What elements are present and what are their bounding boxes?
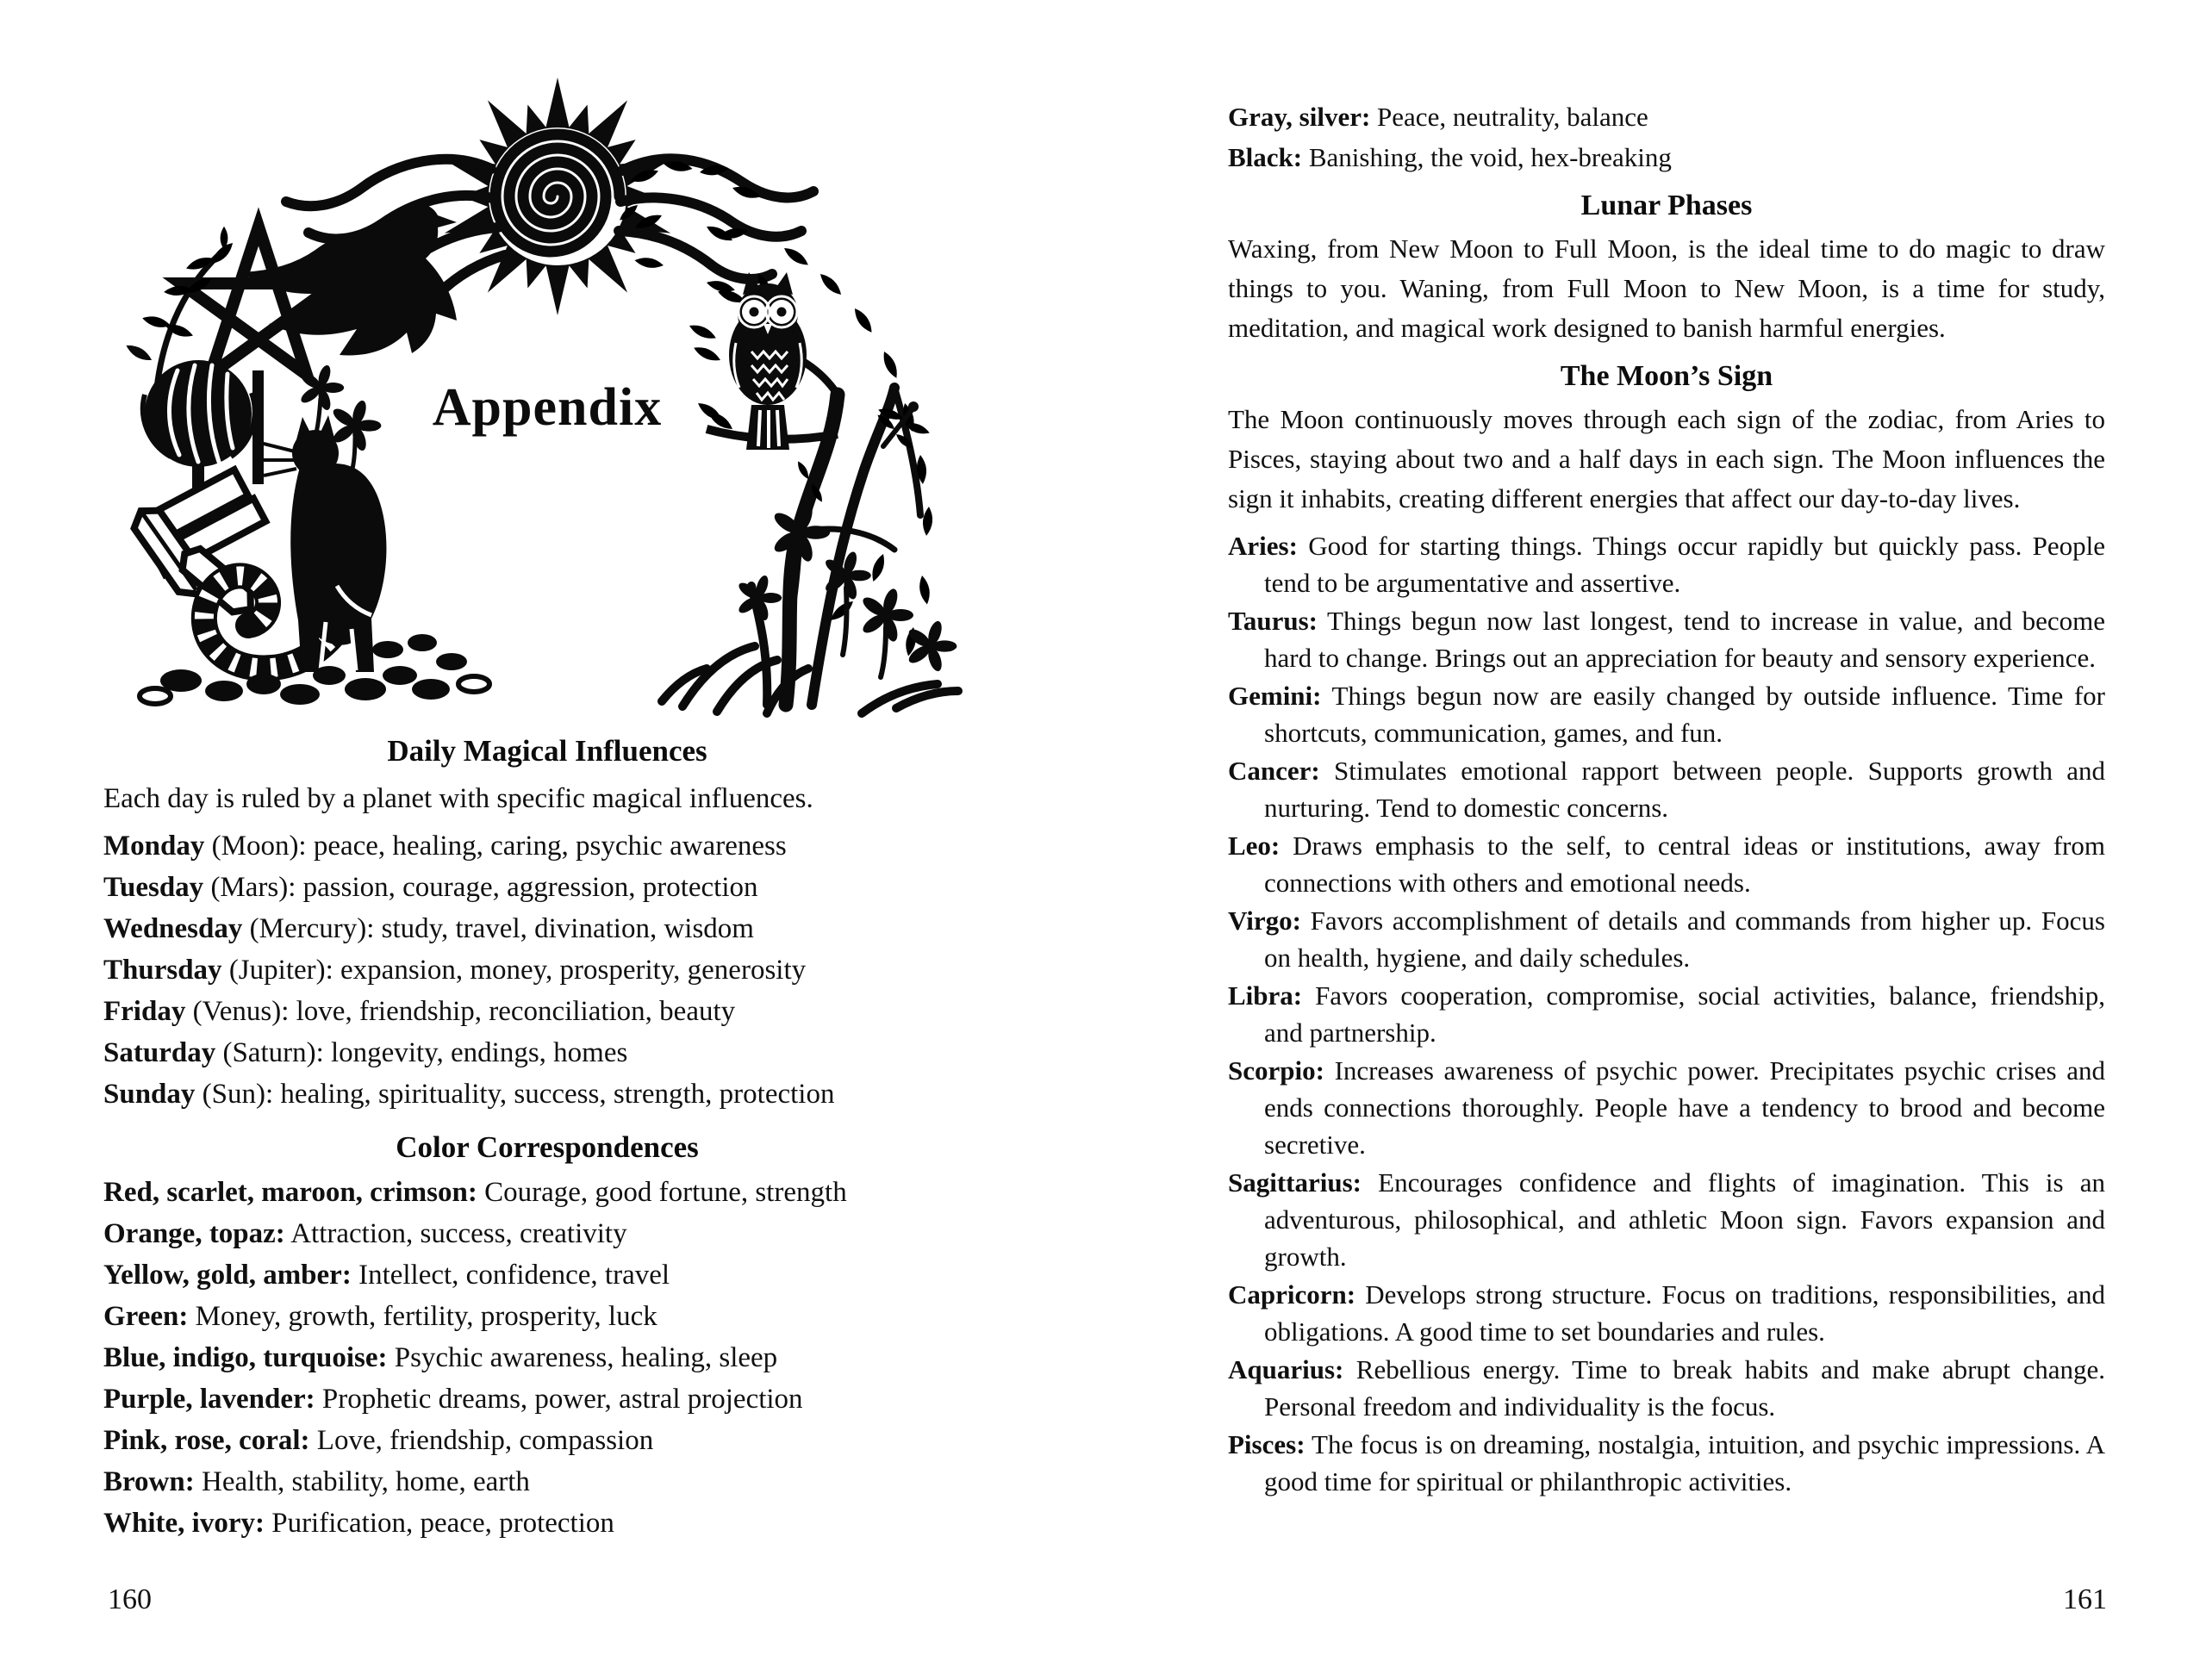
color-label: Yellow, gold, amber:: [103, 1260, 352, 1291]
day-name: Thursday: [103, 955, 222, 986]
zodiac-text: Develops strong structure. Focus on traditions, responsibilities, and obligations. A good time to set boundaries and rules.: [1264, 1279, 2105, 1347]
page-number-left: 160: [108, 1584, 152, 1615]
moons-sign-intro: The Moon continuously moves through each sign of the zodiac, from Aries to Pisces, staying about two and a half days in each sign. The Moon influences the sign it inhabits, creating different energies that affect our day-to-day lives.: [1228, 404, 2105, 513]
color-entry: [103, 1296, 991, 1337]
color-entry: [103, 1378, 991, 1420]
zodiac-sign: Taurus:: [1228, 606, 1318, 636]
day-entry-list: [103, 825, 991, 1115]
color-meaning: Peace, neutrality, balance: [1370, 102, 1648, 132]
color-meaning: Money, growth, fertility, prosperity, luck: [188, 1301, 657, 1332]
zodiac-entry-list: [1228, 527, 2105, 1500]
zodiac-entry: [1228, 1351, 2105, 1425]
color-label: Black:: [1228, 142, 1303, 172]
day-influences: (Sun): healing, spirituality, success, strength, protection: [195, 1079, 835, 1110]
zodiac-sign: Leo:: [1228, 831, 1281, 861]
color-entry: [1228, 96, 2105, 137]
color-entry: [103, 1461, 991, 1503]
zodiac-entry: [1228, 1164, 2105, 1275]
moons-sign-heading: The Moon’s Sign: [1560, 360, 1773, 392]
zodiac-entry: [1228, 527, 2105, 601]
color-entry-list: [103, 1172, 991, 1544]
color-meaning: Intellect, confidence, travel: [351, 1260, 670, 1291]
zodiac-entry: [1228, 1426, 2105, 1500]
color-entry: [1228, 137, 2105, 177]
zodiac-text: Rebellious energy. Time to break habits and make abrupt change. Personal freedom and individuality is the focus.: [1264, 1354, 2105, 1422]
color-label: White, ivory:: [103, 1508, 265, 1539]
day-name: Friday: [103, 996, 186, 1027]
zodiac-entry: [1228, 1052, 2105, 1163]
zodiac-entry: [1228, 752, 2105, 826]
zodiac-sign: Capricorn:: [1228, 1279, 1356, 1310]
zodiac-sign: Pisces:: [1228, 1429, 1306, 1459]
zodiac-text: Increases awareness of psychic power. Precipitates psychic crises and ends connections thoroughly. People have a tendency to brood and become secretive.: [1264, 1055, 2105, 1160]
color-entry-list-continued: [1228, 96, 2105, 177]
daily-influences-heading: Daily Magical Influences: [387, 734, 707, 768]
day-name: Sunday: [103, 1079, 196, 1110]
zodiac-entry: [1228, 902, 2105, 976]
day-name: Saturday: [103, 1037, 216, 1068]
zodiac-text: Good for starting things. Things occur rapidly but quickly pass. People tend to be argumentative and assertive.: [1264, 531, 2105, 598]
day-influences: (Moon): peace, healing, caring, psychic awareness: [204, 831, 787, 862]
color-meaning: Courage, good fortune, strength: [477, 1177, 847, 1208]
day-name: Wednesday: [103, 913, 243, 944]
color-meaning: Love, friendship, compassion: [309, 1425, 654, 1456]
color-label: Orange, topaz:: [103, 1218, 285, 1249]
day-entry: [103, 908, 991, 949]
day-entry: [103, 867, 991, 908]
day-entry: [103, 825, 991, 867]
color-entry: [103, 1503, 991, 1544]
color-label: Pink, rose, coral:: [103, 1425, 310, 1456]
lunar-phases-heading: Lunar Phases: [1580, 190, 1753, 221]
color-meaning: Prophetic dreams, power, astral projection: [315, 1384, 803, 1415]
day-entry: [103, 991, 991, 1032]
day-name: Monday: [103, 831, 205, 862]
zodiac-text: Draws emphasis to the self, to central ideas or institutions, away from connections with others and emotional needs.: [1264, 831, 2105, 898]
color-correspondences-heading: Color Correspondences: [396, 1130, 699, 1164]
zodiac-sign: Scorpio:: [1228, 1055, 1324, 1086]
day-influences: (Jupiter): expansion, money, prosperity, generosity: [221, 955, 807, 986]
zodiac-sign: Sagittarius:: [1228, 1167, 1362, 1198]
appendix-title: Appendix: [432, 378, 663, 437]
zodiac-sign: Gemini:: [1228, 681, 1322, 711]
day-influences: (Mercury): study, travel, divination, wisdom: [242, 913, 754, 944]
zodiac-text: Stimulates emotional rapport between people. Supports growth and nurturing. Tend to domestic concerns.: [1264, 756, 2105, 823]
day-entry: [103, 1032, 991, 1073]
color-label: Red, scarlet, maroon, crimson:: [103, 1177, 477, 1208]
zodiac-entry: [1228, 827, 2105, 901]
daily-influences-section: [103, 734, 991, 1115]
zodiac-entry: [1228, 977, 2105, 1051]
zodiac-sign: Libra:: [1228, 980, 1303, 1011]
day-influences: (Mars): passion, courage, aggression, protection: [203, 872, 758, 903]
right-page: [1228, 96, 2105, 1501]
zodiac-sign: Aquarius:: [1228, 1354, 1344, 1384]
zodiac-entry: [1228, 602, 2105, 676]
color-entry: [103, 1420, 991, 1461]
zodiac-entry: [1228, 677, 2105, 751]
zodiac-sign: Aries:: [1228, 531, 1298, 561]
day-influences: (Venus): love, friendship, reconciliation, beauty: [185, 996, 736, 1027]
color-entry: [103, 1213, 991, 1254]
color-correspondences-section: [103, 1130, 991, 1544]
zodiac-sign: Cancer:: [1228, 756, 1320, 786]
color-entry: [103, 1337, 991, 1378]
color-label: Brown:: [103, 1466, 195, 1497]
color-entry: [103, 1254, 991, 1296]
color-meaning: Banishing, the void, hex-breaking: [1302, 142, 1672, 172]
day-entry: [103, 949, 991, 991]
zodiac-text: Favors accomplishment of details and commands from higher up. Focus on health, hygiene, and daily schedules.: [1264, 905, 2105, 973]
color-entry: [103, 1172, 991, 1213]
day-entry: [103, 1073, 991, 1115]
color-label: Green:: [103, 1301, 189, 1332]
page-number-right: 161: [2063, 1584, 2107, 1615]
daily-influences-intro: Each day is ruled by a planet with specific magical influences.: [103, 783, 813, 814]
color-label: Blue, indigo, turquoise:: [103, 1342, 388, 1373]
day-name: Tuesday: [103, 872, 204, 903]
color-meaning: Purification, peace, protection: [264, 1508, 614, 1539]
color-meaning: Attraction, success, creativity: [284, 1218, 627, 1249]
zodiac-sign: Virgo:: [1228, 905, 1301, 936]
zodiac-text: Things begun now are easily changed by outside influence. Time for shortcuts, communication, games, and fun.: [1264, 681, 2105, 748]
zodiac-text: The focus is on dreaming, nostalgia, intuition, and psychic impressions. A good time for spiritual or philanthropic activities.: [1264, 1429, 2105, 1496]
zodiac-text: Things begun now last longest, tend to increase in value, and become hard to change. Brings out an appreciation for beauty and sensory experience.: [1264, 606, 2105, 673]
zodiac-text: Favors cooperation, compromise, social activities, balance, friendship, and partnership.: [1264, 980, 2105, 1048]
color-meaning: Health, stability, home, earth: [194, 1466, 530, 1497]
color-label: Purple, lavender:: [103, 1384, 315, 1415]
color-meaning: Psychic awareness, healing, sleep: [387, 1342, 778, 1373]
zodiac-entry: [1228, 1276, 2105, 1350]
zodiac-text: Encourages confidence and flights of imagination. This is an adventurous, philosophical, and athletic Moon sign. Favors expansion and growth.: [1264, 1167, 2105, 1272]
day-influences: (Saturn): longevity, endings, homes: [215, 1037, 628, 1068]
lunar-phases-body: Waxing, from New Moon to Full Moon, is the ideal time to do magic to draw things to you. Waning, from Full Moon to New Moon, is a time for study, meditation, and magical work designed to banish harmful energies.: [1228, 233, 2105, 343]
color-label: Gray, silver:: [1228, 102, 1371, 132]
